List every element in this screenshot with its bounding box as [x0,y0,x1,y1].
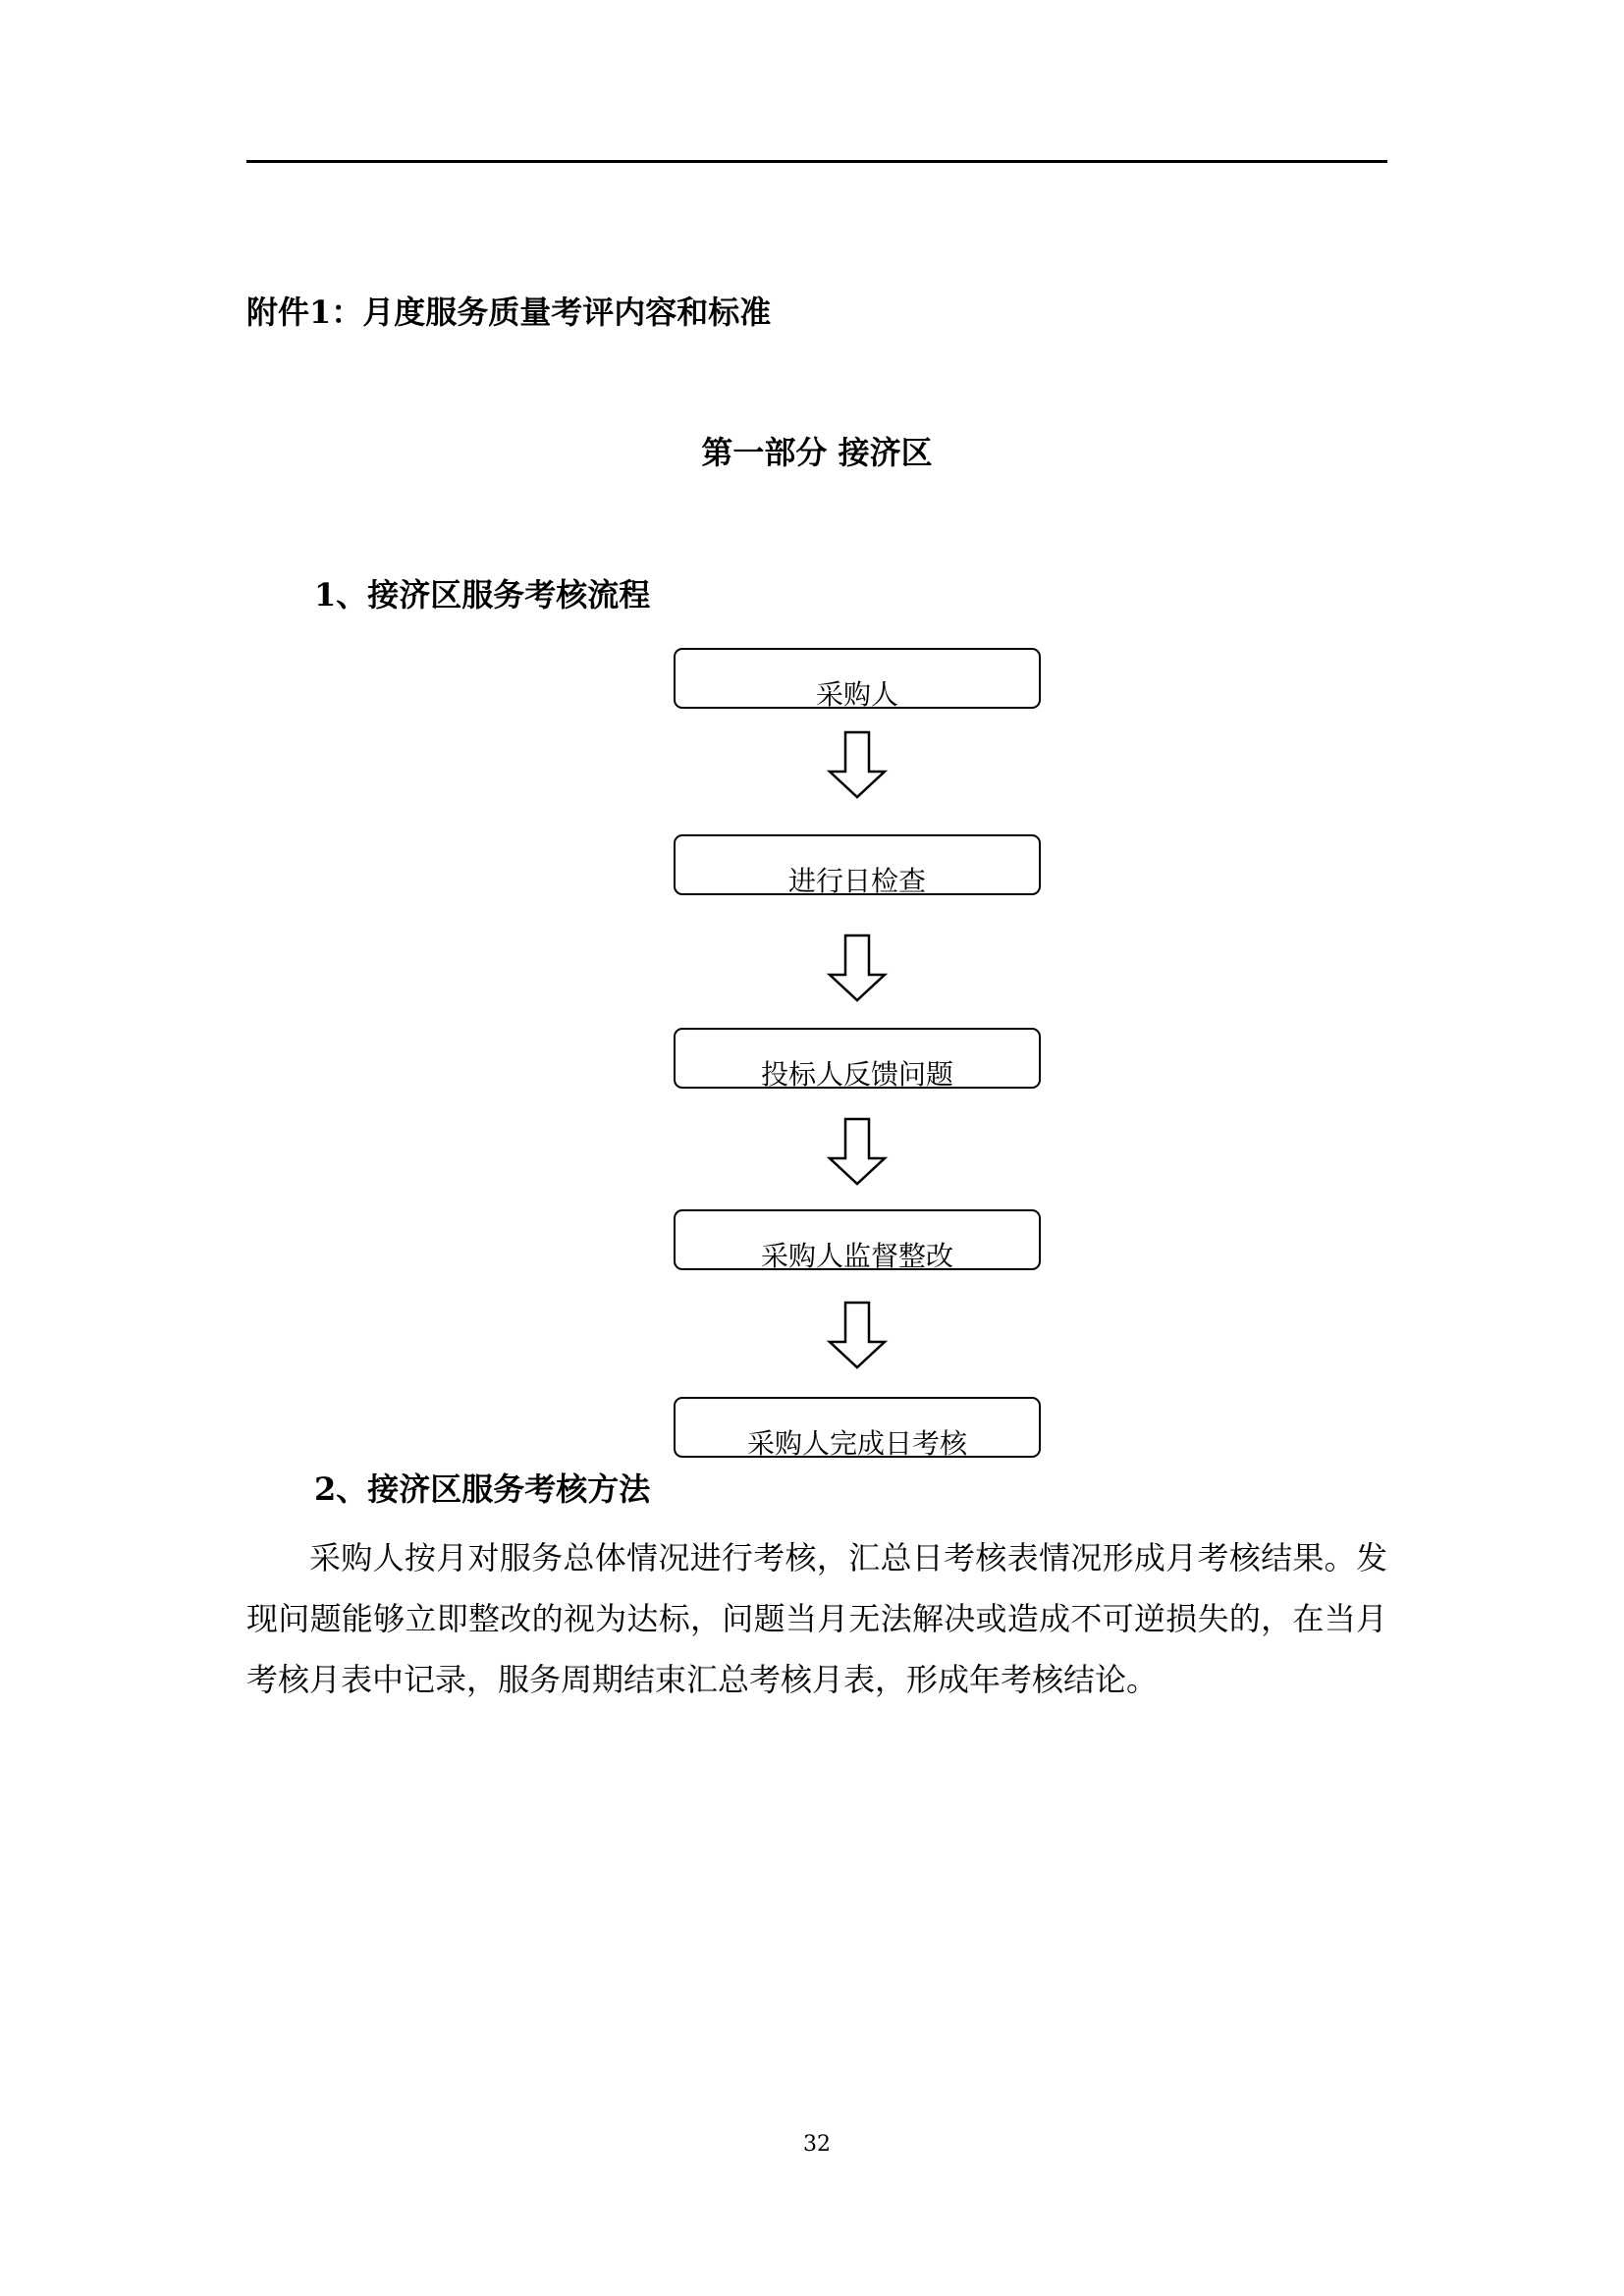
section-heading-flow: 1、接济区服务考核流程 [314,576,651,614]
flow-step-complete-assessment [674,1397,1041,1458]
header-rule [246,160,1387,163]
down-arrow-icon [826,730,889,799]
down-arrow-icon [826,1117,889,1186]
flow-step-label: 采购人监督整改 [760,1240,953,1270]
flow-step-label: 进行日检查 [787,865,926,895]
flow-step-supervise-rectification [674,1209,1041,1270]
section-heading-method: 2、接济区服务考核方法 [314,1470,651,1508]
flow-step-bidder-feedback [674,1028,1041,1089]
flow-step-daily-inspection [674,834,1041,895]
part-title: 第一部分 接济区 [701,434,933,471]
page-number: 32 [803,2132,831,2157]
attachment-title: 附件1：月度服务质量考评内容和标准 [246,294,772,331]
down-arrow-icon [826,1301,889,1369]
flow-step-label: 采购人完成日考核 [746,1427,967,1458]
flow-step-label: 投标人反馈问题 [760,1058,953,1089]
down-arrow-icon [826,934,889,1002]
flow-step-purchaser [674,648,1041,709]
method-description [246,1527,1387,1710]
flow-step-label: 采购人 [815,678,898,709]
method-paragraph: 采购人按月对服务总体情况进行考核，汇总日考核表情况形成月考核结果。发现问题能够立即整改的视为达标，问题当月无法解决或造成不可逆损失的，在当月考核月表中记录，服务周期结束汇总考核月表，形成年考核结论。 [246,1539,1387,1698]
